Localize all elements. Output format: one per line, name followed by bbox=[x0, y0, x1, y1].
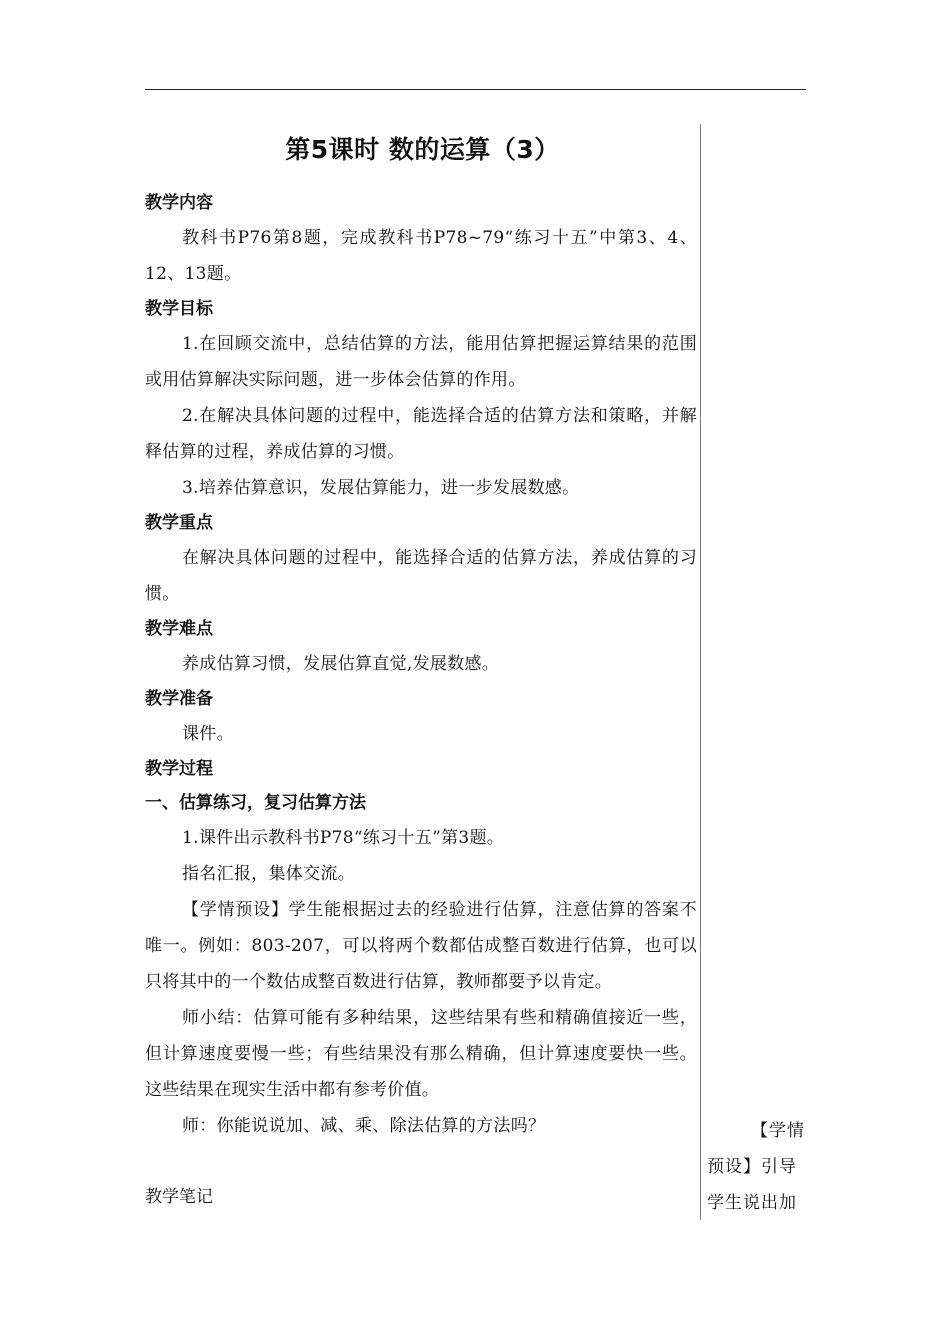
heading-goals: 教学目标 bbox=[145, 299, 213, 319]
goal-item-2: 2.在解决具体问题的过程中，能选择合适的估算方法和策略，并解释估算的过程，养成估算的习惯。 bbox=[145, 406, 697, 462]
header-rule bbox=[145, 89, 806, 90]
process-paragraph-2: 指名汇报，集体交流。 bbox=[182, 864, 355, 884]
key-points-text: 在解决具体问题的过程中，能选择合适的估算方法，养成估算的习惯。 bbox=[145, 548, 697, 604]
heading-difficulties: 教学难点 bbox=[145, 619, 213, 639]
heading-process: 教学过程 bbox=[145, 759, 213, 779]
goal-item-1: 1.在回顾交流中，总结估算的方法，能用估算把握运算结果的范围或用估算解决实际问题，进一步体会估算的作用。 bbox=[145, 334, 697, 390]
page-title: 第5课时 数的运算（3） bbox=[285, 135, 560, 164]
side-note-line-1: 【学情 bbox=[751, 1121, 805, 1141]
heading-content: 教学内容 bbox=[145, 193, 213, 213]
side-note-line-3: 学生说出加 bbox=[707, 1193, 797, 1213]
process-paragraph-1: 1.课件出示教科书P78“练习十五”第3题。 bbox=[182, 828, 505, 848]
main-column bbox=[145, 186, 697, 1144]
teaching-notes-label: 教学笔记 bbox=[145, 1187, 213, 1207]
preparation-text: 课件。 bbox=[182, 724, 234, 744]
side-note bbox=[707, 1113, 807, 1221]
column-divider bbox=[700, 124, 701, 1220]
side-note-line-2: 预设】引导 bbox=[707, 1157, 797, 1177]
process-paragraph-4: 师小结：估算可能有多种结果，这些结果有些和精确值接近一些，但计算速度要慢一些；有些结果没有那么精确，但计算速度要快一些。这些结果在现实生活中都有参考价值。 bbox=[145, 1008, 697, 1100]
subheading-process-1: 一、估算练习，复习估算方法 bbox=[145, 793, 366, 813]
process-paragraph-3: 【学情预设】学生能根据过去的经验进行估算，注意估算的答案不唯一。例如：803-207，可以将两个数都估成整百数进行估算，也可以只将其中的一个数估成整百数进行估算，教师都要予以肯定。 bbox=[145, 900, 697, 992]
difficulties-text: 养成估算习惯，发展估算直觉,发展数感。 bbox=[182, 654, 500, 674]
goal-item-3: 3.培养估算意识，发展估算能力，进一步发展数感。 bbox=[182, 478, 580, 498]
process-paragraph-5: 师：你能说说加、减、乘、除法估算的方法吗？ bbox=[182, 1116, 546, 1136]
heading-preparation: 教学准备 bbox=[145, 689, 213, 709]
content-text: 教科书P76第8题，完成教科书P78~79“练习十五”中第3、4、12、13题。 bbox=[145, 228, 697, 284]
heading-key-points: 教学重点 bbox=[145, 513, 213, 533]
